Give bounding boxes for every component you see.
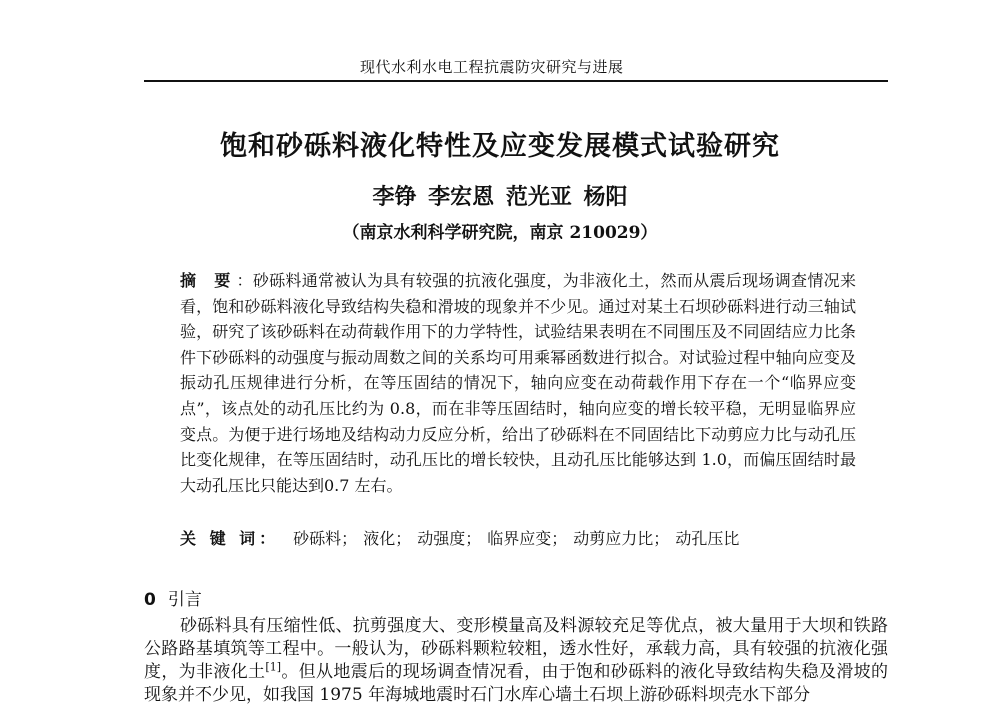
intro-paragraph xyxy=(144,615,888,707)
keyword-item: 动孔压比 xyxy=(675,529,740,548)
citation-ref[interactable]: [1] xyxy=(265,660,281,674)
keyword-separator: ； xyxy=(465,529,482,548)
keyword-separator: ； xyxy=(653,529,670,548)
keyword-separator: ； xyxy=(551,529,568,548)
abstract-colon: ： xyxy=(236,271,253,290)
keyword-item: 砂砾料 xyxy=(293,529,342,548)
header-rule xyxy=(144,80,888,82)
keyword-item: 临界应变 xyxy=(487,529,552,548)
affiliation: （南京水利科学研究院，南京 210029） xyxy=(342,223,658,243)
keyword-item: 动剪应力比 xyxy=(573,529,654,548)
abstract-text: 砂砾料通常被认为具有较强的抗液化强度，为非液化土，然而从震后现场调查情况来看，饱和砂砾料液化导致结构失稳和滑坡的现象并不少见。通过对某土石坝砂砾料进行动三轴试验，研究了该砂砾料在动荷载作用下的力学特性，试验结果表明在不同围压及不同固结应力比条件下砂砾料的动强度与振动周数之间的关系均可用乘幂函数进行拟合。对试验过程中轴向应变及振动孔压规律进行分析，在等压固结的情况下，轴向应变在动荷载作用下存在一个“临界应变点”，该点处的动孔压比约为 0.8，而在非等压固结时，轴向应变的增长较平稳，无明显临界应变点。为便于进行场地及结构动力反应分析，给出了砂砾料在不同固结比下动剪应力比与动孔压比变化规律，在等压固结时，动孔压比的增长较快，且动孔压比能够达到 1.0，而偏压固结时最大动孔压比只能达到0.7 左右。 xyxy=(180,271,856,495)
keyword-item: 动强度 xyxy=(417,529,466,548)
keyword-separator: ； xyxy=(341,529,358,548)
keywords xyxy=(180,526,856,549)
keyword-item: 液化 xyxy=(363,529,396,548)
keyword-separator: ； xyxy=(395,529,412,548)
section-number: 0 xyxy=(144,590,156,610)
keywords-label: 关 键 词： xyxy=(180,529,280,548)
section-title: 引言 xyxy=(167,590,202,610)
section-heading xyxy=(144,585,202,610)
abstract-label: 摘 要 xyxy=(180,271,237,290)
intro-text-part2: 。但从地震后的现场调查情况看，由于饱和砂砾料的液化导致结构失稳及滑坡的现象并不少见，如我国 1975 年海城地震时石门水库心墙土石坝上游砂砾料坝壳水下部分 xyxy=(144,662,889,705)
paper-title: 饱和砂砾料液化特性及应变发展模式试验研究 xyxy=(220,131,780,162)
running-header: 现代水利水电工程抗震防灾研究与进展 xyxy=(360,58,624,76)
author-list: 李铮 李宏恩 范光亚 杨阳 xyxy=(372,184,628,210)
intro-text-part1: 砂砾料具有压缩性低、抗剪强度大、变形模量高及料源较充足等优点，被大量用于大坝和铁路公路路基填筑等工程中。一般认为，砂砾料颗粒较粗，透水性好，承载力高，具有较强的抗液化强度，为非液化土 xyxy=(144,616,888,682)
abstract xyxy=(180,268,856,498)
